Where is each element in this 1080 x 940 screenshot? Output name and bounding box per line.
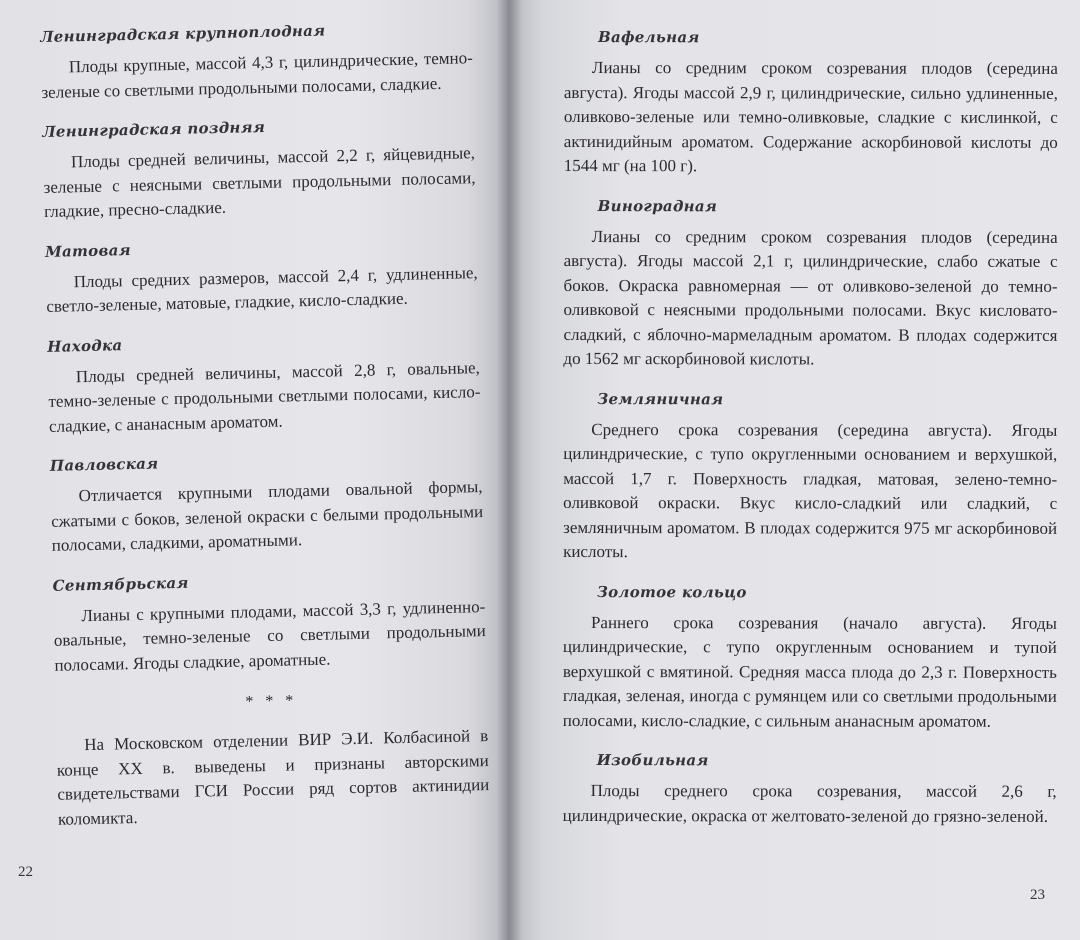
- right-page: [508, 0, 1080, 940]
- variety-description: Плоды среднего срока созревания, массой 2,6 г, цилиндрические, окраска от желтовато-зеленой до грязно-зеленой.: [562, 781, 1057, 826]
- closing-paragraph: На Московском отделении ВИР Э.И. Колбасиной в конце XX в. выведены и признаны авторскими свидетельствами ГСИ России ряд сортов актинидии коломикта.: [56, 726, 490, 829]
- variety-title: Матовая: [44, 240, 132, 261]
- variety-entry: [563, 389, 1057, 565]
- variety-entry: [563, 751, 1057, 829]
- left-page: [0, 0, 508, 940]
- right-page-content: [563, 28, 1058, 829]
- variety-entry: [45, 233, 479, 320]
- variety-entry: [563, 196, 1057, 372]
- book-gutter-shadow: [496, 0, 522, 940]
- variety-description: Лианы со средним сроком созревания плодов (середина августа). Ягоды массой 2,1 г, цилиндрические, слабо сжатые с боков. Окраска равномерная — от оливково-зеленой до темно-оливковой с неясными продольными полосами. Вкус кисловато-сладкий, с яблочно-мармеладным ароматом. В плодах содержится до 1562 мг аскорбиновой кислоты.: [563, 226, 1058, 369]
- variety-title: Сентябрьская: [52, 573, 189, 595]
- variety-description: Раннего срока созревания (начало августа). Ягоды цилиндрические, с тупо округленным основанием и тупой верхушкой с вмятиной. Средняя масса плода до 2,3 г. Поверхность гладкая, зеленая, иногда с румянцем или со светлыми продольными полосами, кисло-сладкие, с сильным ананасным ароматом.: [562, 612, 1057, 731]
- variety-description: Плоды средней величины, массой 2,2 г, яйцевидные, зеленые с неясными светлыми продольными полосами, гладкие, пресно-сладкие.: [43, 143, 476, 221]
- page-number-left: 22: [18, 864, 33, 880]
- variety-title: Павловская: [49, 454, 159, 475]
- variety-description: Среднего срока созревания (середина августа). Ягоды цилиндрические, с тупо округленными основанием и верхушкой, массой 1,7 г. Поверхность гладкая, матовая, зелено-темно-оливковой окраски. Вкус кисло-сладкий или сладкий, с земляничным ароматом. В плодах содержится 975 мг аскорбиновой кислоты.: [563, 419, 1058, 562]
- variety-description: Плоды средней величины, массой 2,8 г, овальные, темно-зеленые с продольными светлыми полосами, кисло-сладкие, с ананасным ароматом.: [48, 357, 481, 436]
- variety-entry: [52, 567, 486, 678]
- variety-entry: [47, 328, 481, 439]
- variety-entry: [563, 582, 1057, 733]
- variety-title: Виноградная: [597, 196, 718, 215]
- variety-title: Ленинградская крупноплодная: [40, 21, 326, 46]
- variety-description: Плоды крупные, массой 4,3 г, цилиндрические, темно-зеленые со светлыми продольными полосами, сладкие.: [41, 48, 474, 102]
- variety-entry: [50, 447, 484, 558]
- variety-entry: [42, 113, 476, 224]
- page-number-right: 23: [1030, 887, 1045, 903]
- section-separator: * * *: [245, 692, 298, 711]
- variety-title: Находка: [47, 335, 123, 356]
- variety-entry: [564, 28, 1058, 179]
- variety-description: Плоды средних размеров, массой 2,4 г, удлиненные, светло-зеленые, матовые, гладкие, кисло-сладкие.: [46, 262, 478, 316]
- variety-description: Лианы с крупными плодами, массой 3,3 г, удлиненно-овальные, темно-зеленые со светлыми продольными полосами. Ягоды сладкие, ароматные.: [53, 596, 487, 675]
- variety-title: Вафельная: [597, 28, 700, 47]
- variety-title: Земляничная: [597, 389, 724, 408]
- variety-title: Изобильная: [596, 751, 709, 770]
- variety-entry: [40, 18, 474, 105]
- variety-title: Золотое кольцо: [597, 582, 747, 601]
- variety-description: Отличается крупными плодами овальной формы, сжатыми с боков, зеленой окраски с белыми продольными полосами, сладкими, ароматными.: [50, 477, 484, 555]
- variety-title: Ленинградская поздняя: [42, 117, 266, 141]
- variety-description: Лианы со средним сроком созревания плодов (середина августа). Ягоды массой 2,9 г, цилиндрические, сильно удлиненные, оливково-зеленые или темно-оливковые, сладкие с кислинкой, с актинидийным ароматом. Содержание аскорбиновой кислоты до 1544 мг (на 100 г).: [563, 58, 1058, 176]
- left-page-content: [40, 18, 490, 832]
